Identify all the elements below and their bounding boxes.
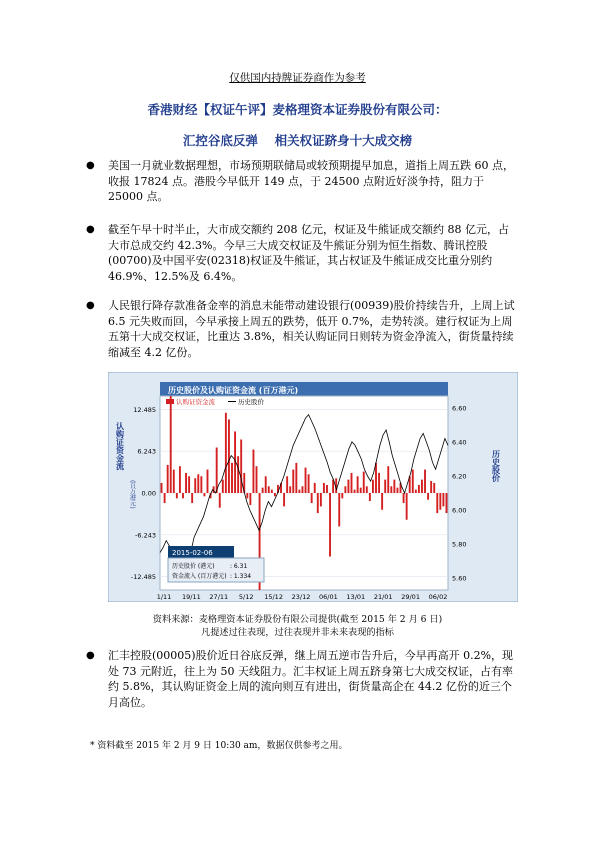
flow-bar — [305, 468, 307, 493]
paragraph-hsbc — [86, 648, 518, 710]
left-axis-label: 认购证资金流 — [115, 422, 125, 470]
flow-bar — [357, 476, 359, 493]
flow-bar — [207, 470, 209, 493]
bullet-icon: ● — [86, 224, 95, 235]
x-tick-label: 19/11 — [182, 593, 201, 601]
left-tick-label: -6.243 — [135, 531, 156, 540]
flow-bar — [252, 450, 254, 493]
flow-bar — [320, 493, 322, 506]
flow-bar — [274, 493, 276, 496]
flow-bar — [439, 493, 441, 510]
flow-bar — [222, 480, 224, 493]
flow-bar — [197, 474, 199, 493]
flow-bar — [421, 480, 423, 493]
flow-bar — [246, 493, 248, 498]
flow-bar — [265, 476, 267, 493]
chart-canvas — [108, 372, 518, 602]
flow-bar — [194, 478, 196, 493]
flow-bar — [406, 493, 408, 520]
flow-bar — [436, 493, 438, 513]
warrant-flow-chart — [108, 372, 518, 602]
flow-bar — [231, 463, 233, 493]
flow-bar — [412, 470, 414, 493]
flow-bar — [329, 493, 331, 557]
x-tick-label: 1/11 — [156, 593, 172, 601]
left-tick-label: 0.00 — [141, 489, 156, 498]
flow-bar — [286, 476, 288, 493]
right-tick-label: 6.40 — [452, 438, 467, 447]
flow-bar — [271, 490, 273, 493]
x-tick-label: 21/01 — [373, 593, 393, 601]
flow-bar — [256, 466, 258, 493]
flow-bar — [289, 486, 291, 493]
flow-bar — [170, 396, 172, 493]
left-tick-label: 6.243 — [137, 447, 156, 456]
flow-bar — [341, 493, 343, 498]
flow-bar — [237, 456, 239, 493]
flow-bar — [354, 490, 356, 493]
disclaimer-notice: 仅供国内持牌证券商作为参考 — [229, 72, 366, 84]
report-subtitle: 汇控谷底反弹 相关权证跻身十大成交榜 — [182, 133, 413, 148]
flow-bar — [338, 493, 340, 526]
flow-bar — [378, 473, 380, 493]
flow-bar — [351, 473, 353, 493]
flow-bar — [418, 485, 420, 493]
x-tick-label: 5/12 — [238, 593, 254, 601]
bullet-icon: ● — [86, 160, 95, 171]
right-tick-label: 5.60 — [452, 574, 467, 583]
tooltip-flow-label: 资金流入 (百万港元) — [172, 573, 227, 580]
flow-bar — [249, 493, 251, 505]
flow-bar — [292, 470, 294, 493]
x-tick-label: 06/01 — [319, 593, 338, 601]
flow-bar — [167, 465, 169, 493]
chart-title: 历史股价及认购证资金流 (百万港元) — [168, 386, 299, 395]
flow-bar — [415, 490, 417, 493]
flow-bar — [308, 474, 310, 493]
right-tick-label: 6.20 — [452, 472, 467, 481]
left-tick-label: 12.485 — [133, 405, 156, 414]
flow-bar — [262, 488, 264, 493]
flow-bar — [216, 448, 218, 493]
right-tick-label: 5.80 — [452, 540, 467, 549]
flow-bar — [283, 493, 285, 506]
flow-bar — [372, 480, 374, 493]
flow-bar — [366, 486, 368, 493]
legend-price-label: 历史股价 — [238, 398, 264, 406]
flow-bar — [182, 493, 184, 498]
flow-bar — [387, 466, 389, 493]
flow-bar — [430, 481, 432, 493]
chart-source-caption: 资料来源：麦格理资本证券股份有限公司提供(截至 2015 年 2 月 6 日) — [152, 614, 443, 625]
flow-bar — [302, 486, 304, 493]
flow-bar — [228, 419, 230, 493]
right-axis-label: 历史股价 — [491, 450, 501, 482]
right-tick-label: 6.00 — [452, 506, 467, 515]
flow-bar — [442, 493, 444, 506]
flow-bar — [381, 493, 383, 510]
paragraph-ccb — [86, 298, 518, 360]
flow-bar — [311, 493, 313, 503]
x-tick-label: 23/12 — [291, 593, 311, 601]
x-tick-label: 29/01 — [401, 593, 420, 601]
flow-bar — [298, 490, 300, 493]
flow-bar — [323, 483, 325, 493]
footnote: * 资料截至 2015 年 2 月 9 日 10:30 am，数据仅供参考之用。 — [90, 741, 348, 751]
paragraph-turnover — [86, 222, 518, 284]
paragraph-text: 人民银行降存款准备金率的消息未能带动建设银行(00939)股价持续告升，上周上试 6.5 元失败而回，今早承接上周五的跌势，低开 0.7%，走势转淡。建行权证为上周五第十大成交权证，比重达 3.8%，相关认购证同日则转为资金净流入，街货量持续缩减至 4.2 亿份。 — [108, 299, 515, 359]
tooltip-price-label: 历史股价 (港元) — [172, 563, 215, 570]
flow-bar — [424, 470, 426, 493]
flow-bar — [369, 493, 371, 501]
flow-bar — [268, 486, 270, 493]
left-axis-unit: (百万港元) — [128, 480, 136, 509]
flow-bar — [375, 463, 377, 493]
flow-bar — [393, 480, 395, 493]
flow-bar — [191, 493, 193, 503]
flow-bar — [176, 493, 178, 498]
left-tick-label: -12.485 — [130, 573, 156, 582]
flow-bar — [188, 476, 190, 493]
x-tick-label: 27/11 — [209, 593, 229, 601]
flow-bar — [203, 493, 205, 496]
flow-bar — [317, 493, 319, 513]
flow-bar — [347, 480, 349, 493]
flow-bar — [326, 485, 328, 493]
flow-bar — [225, 413, 227, 493]
flow-bar — [173, 470, 175, 493]
flow-bar — [433, 483, 435, 493]
tooltip-date: 2015-02-06 — [172, 549, 213, 557]
report-title: 香港财经【权证午评】麦格理资本证券股份有限公司： — [147, 102, 448, 117]
flow-bar — [295, 463, 297, 493]
x-tick-label: 06/02 — [428, 593, 448, 601]
flow-bar — [161, 483, 163, 493]
flow-bar — [179, 466, 181, 493]
flow-bar — [390, 486, 392, 493]
tooltip-flow-value: : 1.334 — [230, 573, 252, 580]
x-tick-label: 15/12 — [264, 593, 283, 601]
flow-bar — [396, 488, 398, 493]
right-tick-label: 6.60 — [452, 404, 467, 413]
tooltip-price-value: : 6.31 — [230, 563, 248, 570]
flow-bar — [219, 493, 221, 508]
flow-bar — [384, 480, 386, 493]
flow-bar — [403, 493, 405, 503]
paragraph-text: 美国一月就业数据理想，市场预期联储局或较预期提早加息，道指上周五跌 60 点，收报 17824 点。港股今早低开 149 点，于 24500 点附近好淡争持，阻力于 25000 点。 — [108, 159, 514, 204]
flow-bar — [344, 486, 346, 493]
flow-bar — [200, 476, 202, 493]
paragraph-text: 截至午早十时半止，大市成交额约 208 亿元，权证及牛熊证成交额约 88 亿元，占大市总成交约 42.3%。今早三大成交权证及牛熊证分别为恒生指数、腾讯控股(00700)及中国平安(02318)权证及牛熊证，其占权证及牛熊证成交比重分别约 46.9%、12.5%及 6.4%。 — [108, 223, 509, 283]
flow-bar — [360, 488, 362, 493]
flow-bar — [164, 493, 166, 503]
flow-bar — [363, 472, 365, 493]
flow-bar — [240, 439, 242, 493]
flow-bar — [185, 473, 187, 493]
flow-bar — [314, 483, 316, 493]
x-tick-label: 13/01 — [346, 593, 366, 601]
flow-bar — [427, 493, 429, 500]
paragraph-market — [86, 158, 518, 205]
bullet-icon: ● — [86, 650, 95, 661]
flow-bar — [446, 493, 448, 513]
legend-flow-label: 认购证资金流 — [176, 398, 215, 406]
paragraph-text: 汇丰控股(00005)股价近日谷底反弹，继上周五逆市告升后，今早再高开 0.2%，现处 73 元附近，往上为 50 天线阻力。汇丰权证上周五跻身第七大成交权证，占有率约 5.8%，其认购证资金上周的流向则互有进出，街货量高企在 44.2 亿份的近三个月高位。 — [108, 649, 514, 709]
chart-disclaimer-caption: 凡提述过往表现，过往表现并非未来表现的指标 — [201, 627, 394, 638]
bullet-icon: ● — [86, 300, 95, 311]
